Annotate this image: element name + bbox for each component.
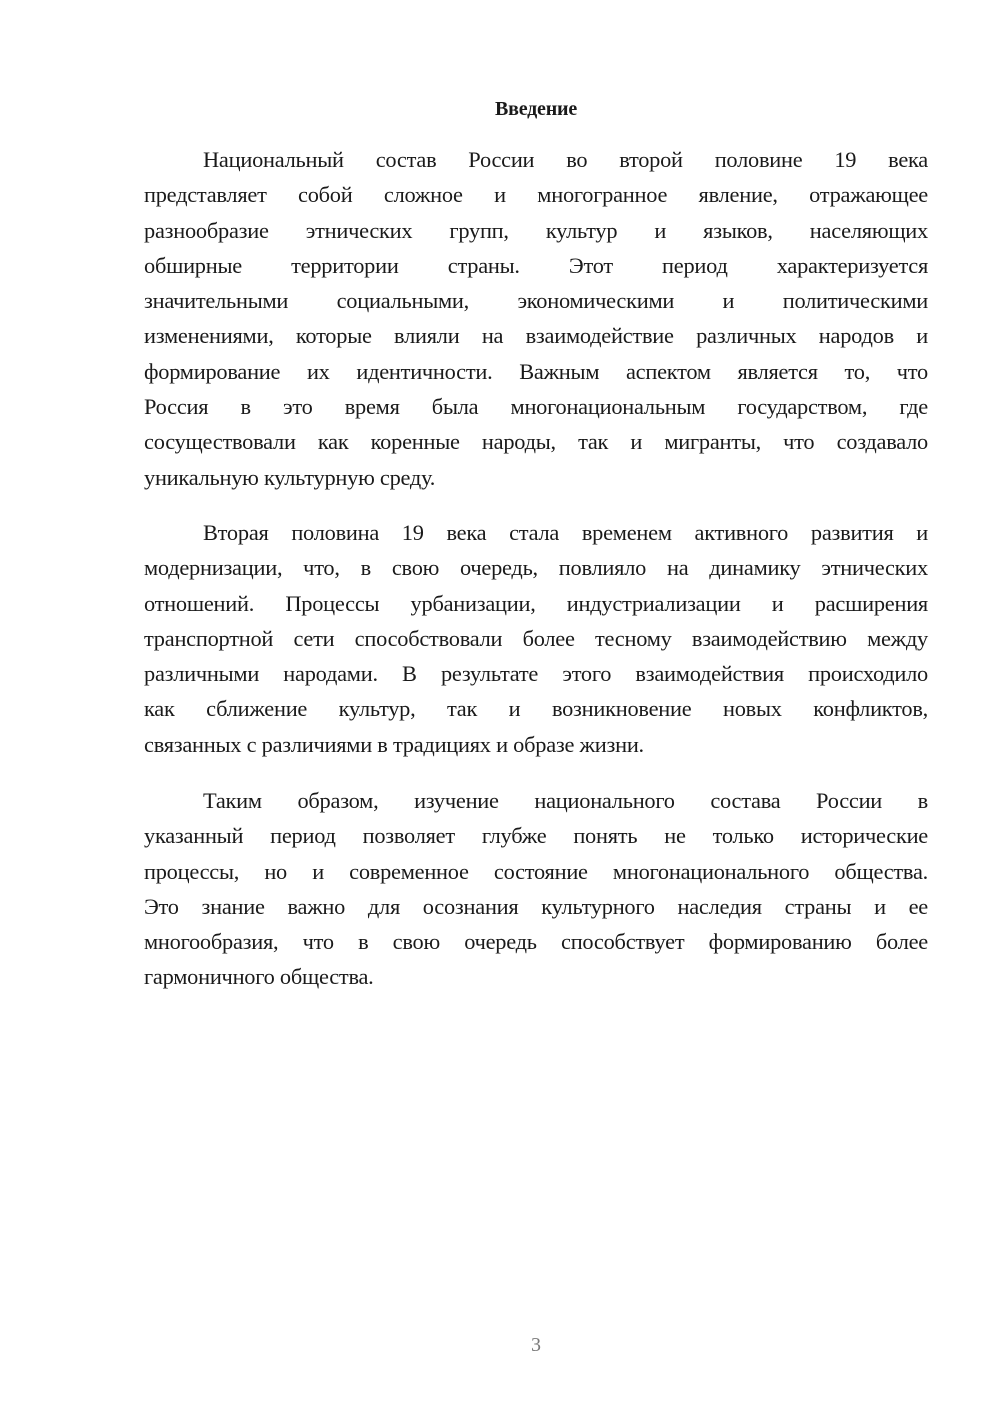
text-line: процессы, но и современное состояние многонационального общества. [144, 858, 928, 884]
text-line: уникальную культурную среду. [144, 464, 436, 490]
text-line: гармоничного общества. [144, 964, 374, 990]
text-line: как сближение культур, так и возникновение новых конфликтов, [144, 696, 928, 722]
paragraph-3 [144, 783, 928, 995]
text-line: многообразия, что в свою очередь способствует формированию более [144, 929, 928, 955]
text-line: связанных с различиями в традициях и образе жизни. [144, 731, 644, 757]
text-line: формирование их идентичности. Важным аспектом является то, что [144, 358, 928, 384]
text-line: указанный период позволяет глубже понять не только исторические [144, 823, 928, 849]
text-line: отношений. Процессы урбанизации, индустриализации и расширения [144, 590, 928, 616]
section-heading: Введение [494, 98, 578, 120]
text-line: Вторая половина 19 века стала временем активного развития и [203, 520, 928, 545]
text-line: Россия в это время была многонациональным государством, где [144, 394, 928, 420]
text-line: разнообразие этнических групп, культур и языков, населяющих [144, 217, 928, 243]
text-line: изменениями, которые влияли на взаимодействие различных народов и [144, 323, 928, 349]
text-line: Таким образом, изучение национального состава России в [203, 788, 928, 813]
paragraph-2 [144, 515, 928, 762]
text-line: сосуществовали как коренные народы, так и мигранты, что создавало [144, 429, 928, 455]
page-number: 3 [531, 1334, 541, 1356]
text-line: Национальный состав России во второй половине 19 века [203, 147, 928, 172]
paragraph-1 [144, 142, 928, 495]
text-line: значительными социальными, экономическими и политическими [144, 288, 928, 314]
text-line: различными народами. В результате этого взаимодействия происходило [144, 661, 928, 687]
text-line: модернизации, что, в свою очередь, повлияло на динамику этнических [144, 555, 928, 581]
text-line: транспортной сети способствовали более тесному взаимодействию между [144, 625, 928, 651]
text-line: представляет собой сложное и многогранное явление, отражающее [144, 182, 928, 208]
text-line: обширные территории страны. Этот период характеризуется [144, 252, 928, 278]
text-line: Это знание важно для осознания культурного наследия страны и ее [144, 893, 928, 919]
